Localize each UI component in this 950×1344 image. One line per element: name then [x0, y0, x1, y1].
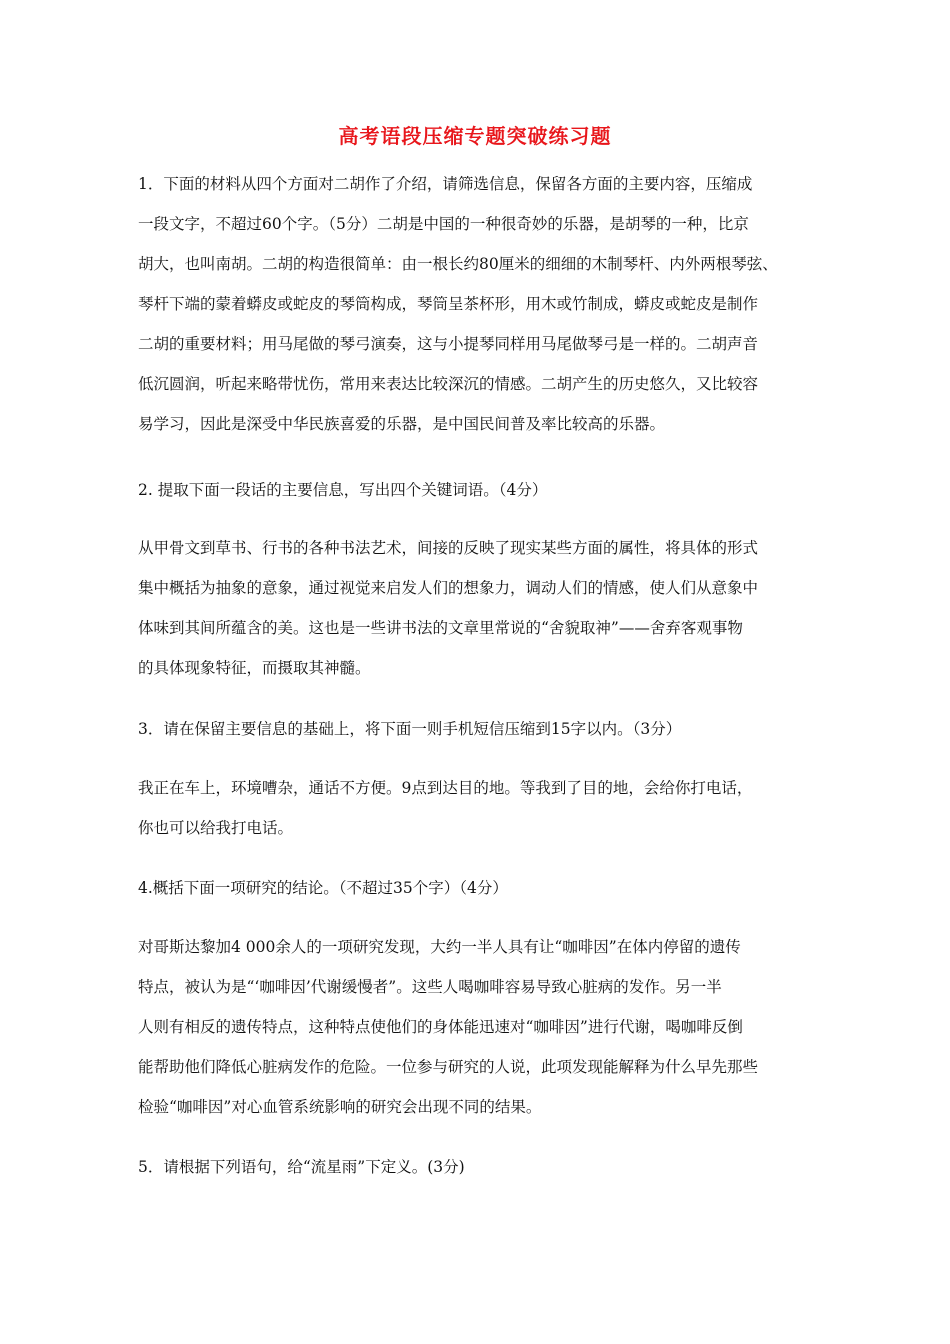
q3-prompt: 3．请在保留主要信息的基础上，将下面一则手机短信压缩到15字以内。（3分） — [138, 720, 682, 738]
q2-line: 从甲骨文到草书、行书的各种书法艺术，间接的反映了现实某些方面的属性，将具体的形式 — [138, 539, 759, 557]
q2-line: 集中概括为抽象的意象，通过视觉来启发人们的想象力，调动人们的情感，使人们从意象中 — [138, 579, 759, 597]
q1-line: 琴杆下端的蒙着蟒皮或蛇皮的琴筒构成，琴筒呈茶杯形，用木或竹制成，蟒皮或蛇皮是制作 — [138, 295, 759, 313]
q1-line: 一段文字，不超过60个字。（5分）二胡是中国的一种很奇妙的乐器，是胡琴的一种，比京 — [138, 215, 749, 233]
q4-line: 能帮助他们降低心脏病发作的危险。一位参与研究的人说，此项发现能解释为什么早先那些 — [138, 1058, 759, 1076]
q2-prompt: 2. 提取下面一段话的主要信息，写出四个关键词语。（4分） — [138, 481, 548, 499]
q2-line: 体味到其间所蕴含的美。这也是一些讲书法的文章里常说的“舍貌取神”——舍弃客观事物 — [138, 619, 743, 637]
q2-line: 的具体现象特征，而摄取其神髓。 — [138, 659, 371, 677]
q1-line: 低沉圆润，听起来略带忧伤，常用来表达比较深沉的情感。二胡产生的历史悠久，又比较容 — [138, 375, 759, 393]
q1-line: 1．下面的材料从四个方面对二胡作了介绍，请筛选信息，保留各方面的主要内容，压缩成 — [138, 175, 753, 193]
q4-line: 对哥斯达黎加4 000余人的一项研究发现，大约一半人具有让“咖啡因”在体内停留的遗传 — [138, 938, 741, 956]
q1-line: 易学习，因此是深受中华民族喜爱的乐器，是中国民间普及率比较高的乐器。 — [138, 415, 666, 433]
q3-line: 你也可以给我打电话。 — [138, 819, 294, 837]
q4-line: 特点，被认为是“‘咖啡因’代谢缓慢者”。这些人喝咖啡容易导致心脏病的发作。另一半 — [138, 978, 722, 996]
q4-line: 人则有相反的遗传特点，这种特点使他们的身体能迅速对“咖啡因”进行代谢，喝咖啡反倒 — [138, 1018, 743, 1036]
q1-line: 二胡的重要材料；用马尾做的琴弓演奏，这与小提琴同样用马尾做琴弓是一样的。二胡声音 — [138, 335, 759, 353]
q5-prompt: 5．请根据下列语句，给“流星雨”下定义。(3分) — [138, 1158, 465, 1176]
page-title: 高考语段压缩专题突破练习题 — [338, 124, 612, 148]
q1-line: 胡大，也叫南胡。二胡的构造很简单：由一根长约80厘米的细细的木制琴杆、内外两根琴弦、 — [138, 255, 778, 273]
q3-line: 我正在车上，环境嘈杂，通话不方便。9点到达目的地。等我到了目的地，会给你打电话， — [138, 779, 753, 797]
q4-line: 检验“咖啡因”对心血管系统影响的研究会出现不同的结果。 — [138, 1098, 542, 1116]
q4-prompt: 4.概括下面一项研究的结论。（不超过35个字）（4分） — [138, 879, 508, 897]
